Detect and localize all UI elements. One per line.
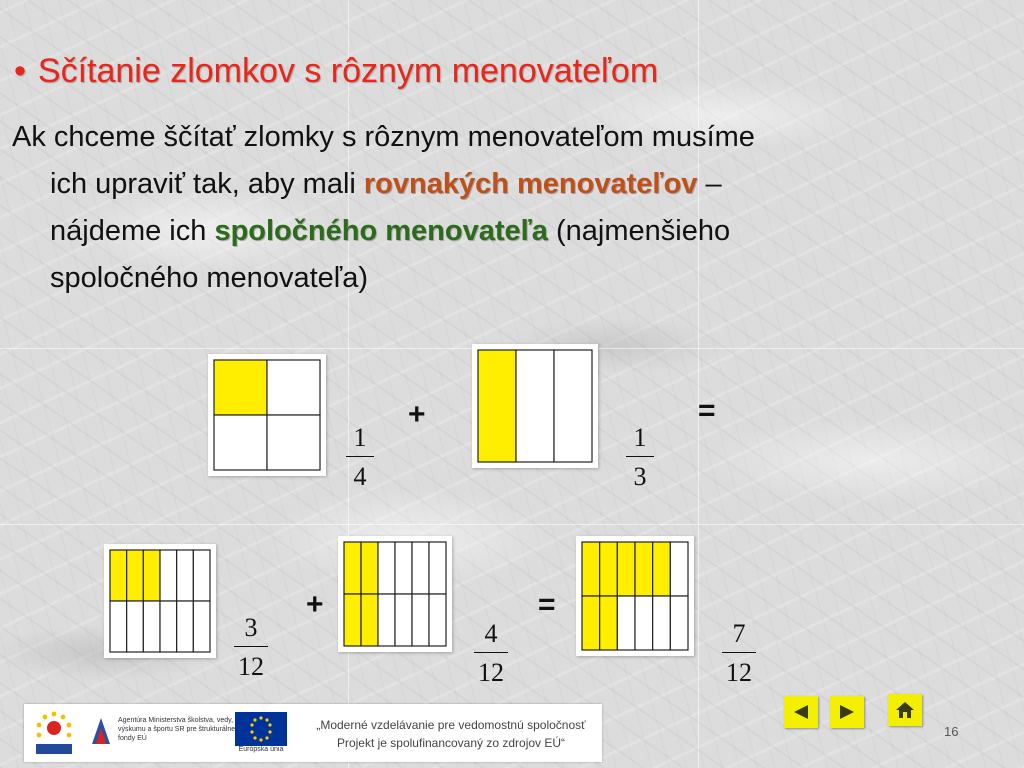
agency-mark-icon (90, 716, 112, 746)
filled-cell (110, 550, 127, 601)
filled-cell (582, 596, 600, 650)
filled-cell (653, 542, 671, 596)
empty-cell (516, 350, 554, 462)
heading-text: Sčítanie zlomkov s rôznym menovateľom (37, 52, 659, 90)
filled-cell (214, 360, 267, 415)
empty-cell (193, 601, 210, 652)
filled-cell (361, 594, 378, 646)
twelfths-grid-c-svg (576, 536, 694, 656)
triangle-right-icon (830, 696, 864, 728)
fraction-seven-twelfths: 7 12 (722, 620, 756, 687)
third-grid (472, 344, 598, 468)
agency-logo: Agentúra Ministerstva školstva, vedy, výskumu a športu SR pre štrukturálne fondy EÚ (90, 712, 240, 754)
empty-cell (635, 596, 653, 650)
empty-cell (110, 601, 127, 652)
empty-cell (214, 415, 267, 470)
empty-cell (160, 550, 177, 601)
twelfths-grid-a (104, 544, 216, 658)
fraction-one-third: 1 3 (626, 424, 654, 491)
filled-cell (344, 594, 361, 646)
para-line-2: ich upraviť tak, aby mali rovnakých menovateľov – (50, 168, 722, 200)
empty-cell (267, 415, 320, 470)
quarter-grid (208, 354, 326, 476)
plus-sign: + (408, 398, 426, 431)
previous-slide-button[interactable] (784, 696, 818, 728)
filled-cell (478, 350, 516, 462)
para-line-3: nájdeme ich spoločného menovateľa (najmenšieho (50, 215, 731, 247)
empty-cell (395, 594, 412, 646)
home-button[interactable] (888, 694, 922, 726)
filled-cell (600, 542, 618, 596)
fraction-three-twelfths: 3 12 (234, 614, 268, 681)
empty-cell (554, 350, 592, 462)
filled-cell (361, 542, 378, 594)
twelfths-grid-a-svg (104, 544, 216, 658)
filled-cell (617, 542, 635, 596)
empty-cell (670, 596, 688, 650)
filled-cell (344, 542, 361, 594)
fraction-one-quarter: 1 4 (346, 424, 374, 491)
next-slide-button[interactable] (830, 696, 864, 728)
empty-cell (193, 550, 210, 601)
highlight-common-denominator: spoločného menovateľa (214, 215, 548, 247)
empty-cell (160, 601, 177, 652)
empty-cell (395, 542, 412, 594)
footer-logo-strip (24, 704, 602, 762)
para-line-1: Ak chceme ščítať zlomky s rôznym menovateľom musíme (12, 121, 755, 153)
empty-cell (127, 601, 144, 652)
empty-cell (267, 360, 320, 415)
empty-cell (617, 596, 635, 650)
fraction-four-twelfths: 4 12 (474, 620, 508, 687)
quarter-grid-svg (208, 354, 326, 476)
filled-cell (143, 550, 160, 601)
eu-flag-icon (235, 712, 287, 746)
equals-sign: = (538, 588, 556, 621)
home-icon (888, 694, 922, 726)
empty-cell (378, 594, 395, 646)
eu-logo: Európska únia (232, 712, 290, 758)
twelfths-grid-b (338, 536, 452, 652)
para-line-4: spoločného menovateľa) (50, 262, 368, 294)
empty-cell (670, 542, 688, 596)
empty-cell (429, 594, 446, 646)
twelfths-grid-b-svg (338, 536, 452, 652)
program-logo-icon (30, 708, 78, 758)
filled-cell (127, 550, 144, 601)
filled-cell (635, 542, 653, 596)
filled-cell (600, 596, 618, 650)
twelfths-grid-c (576, 536, 694, 656)
page-number: 16 (944, 724, 959, 739)
slide-heading (14, 52, 658, 91)
empty-cell (378, 542, 395, 594)
empty-cell (429, 542, 446, 594)
empty-cell (412, 594, 429, 646)
filled-cell (582, 542, 600, 596)
empty-cell (412, 542, 429, 594)
explanation-paragraph (12, 114, 972, 302)
triangle-left-icon (784, 696, 818, 728)
empty-cell (177, 550, 194, 601)
bullet-icon: • (14, 52, 26, 90)
equals-sign: = (698, 394, 716, 427)
empty-cell (653, 596, 671, 650)
empty-cell (143, 601, 160, 652)
empty-cell (177, 601, 194, 652)
plus-sign: + (306, 588, 324, 621)
highlight-same-denominators: rovnakých menovateľov (363, 168, 698, 200)
tile-seam (0, 524, 1024, 525)
third-grid-svg (472, 344, 598, 468)
project-caption: „Moderné vzdelávanie pre vedomostnú spoločnosť Projekt je spolufinancovaný zo zdrojov EÚ“ (316, 718, 586, 750)
